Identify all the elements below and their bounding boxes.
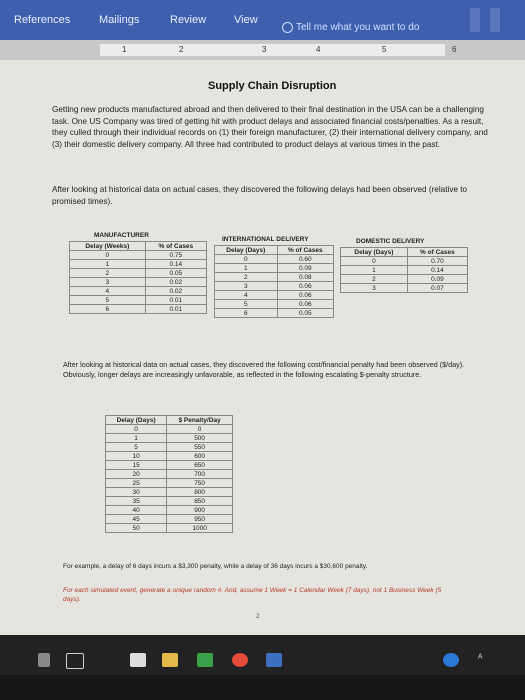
table-cell: 0 <box>341 257 408 266</box>
table-row <box>106 479 233 488</box>
table-cell: 0.14 <box>407 266 467 275</box>
ruler-mark: 2 <box>179 45 184 54</box>
table-row <box>341 266 468 275</box>
table-cell: 6 <box>215 309 278 318</box>
table-cell: 0.01 <box>145 296 206 305</box>
table-cell: 3 <box>215 282 278 291</box>
table-cell: 600 <box>167 452 233 461</box>
table-row <box>106 425 233 434</box>
table-header: % of Cases <box>277 246 333 255</box>
example-note: For example, a delay of 6 days incurs a $3,300 penalty, while a delay of 36 days incurs a $30,600 penalty. <box>63 563 368 570</box>
table-cell: 0.75 <box>145 251 206 260</box>
table-cell: 5 <box>70 296 146 305</box>
table-cell: 750 <box>167 479 233 488</box>
table-row <box>215 300 334 309</box>
table-cell: 550 <box>167 443 233 452</box>
table-cell: 15 <box>106 461 167 470</box>
table-cell: 1 <box>341 266 408 275</box>
help-icon[interactable] <box>443 653 459 667</box>
table-row <box>215 264 334 273</box>
ruler-area <box>100 44 445 56</box>
table-cell: 850 <box>167 497 233 506</box>
table-cell: 0.01 <box>145 305 206 314</box>
table-cell: 0.05 <box>277 309 333 318</box>
table-cell: 700 <box>167 470 233 479</box>
table-header: Delay (Days) <box>341 248 408 257</box>
table-cell: 950 <box>167 515 233 524</box>
tab-review[interactable]: Review <box>170 14 207 26</box>
table-cell: 4 <box>215 291 278 300</box>
app-icon[interactable] <box>130 653 146 667</box>
table-cell: 0 <box>215 255 278 264</box>
ruler[interactable] <box>0 40 525 60</box>
table-row <box>70 251 207 260</box>
app-icon[interactable] <box>38 653 50 667</box>
lightbulb-icon <box>282 22 293 33</box>
table-cell: 1000 <box>167 524 233 533</box>
tab-mailings[interactable]: Mailings <box>99 14 140 26</box>
table-cell: 0.60 <box>277 255 333 264</box>
people-icon[interactable]: ᴬ <box>478 653 483 664</box>
table-cell: 0.07 <box>407 284 467 293</box>
table-header: Delay (Weeks) <box>70 242 146 251</box>
table-row <box>215 309 334 318</box>
table-header: $ Penalty/Day <box>167 416 233 425</box>
table-cell: 35 <box>106 497 167 506</box>
table-cell: 3 <box>70 278 146 287</box>
tell-me-search[interactable] <box>282 22 419 33</box>
table-row <box>106 488 233 497</box>
ribbon-tool-icon[interactable] <box>470 8 480 32</box>
table-cell: 0.70 <box>407 257 467 266</box>
page-title: Supply Chain Disruption <box>208 80 337 92</box>
international-table <box>214 245 334 318</box>
table-cell: 6 <box>70 305 146 314</box>
table-row <box>70 296 207 305</box>
table-cell: 3 <box>341 284 408 293</box>
table-cell: 0.02 <box>145 278 206 287</box>
table-row <box>106 470 233 479</box>
document-page[interactable] <box>0 60 525 635</box>
ribbon <box>0 0 525 40</box>
table-row <box>70 278 207 287</box>
table-row <box>106 497 233 506</box>
table-cell: 4 <box>70 287 146 296</box>
table-cell: 500 <box>167 434 233 443</box>
table-cell: 0 <box>106 425 167 434</box>
table-cell: 5 <box>106 443 167 452</box>
task-view-icon[interactable] <box>66 653 84 669</box>
ruler-mark: 3 <box>262 45 267 54</box>
table-cell: 0.05 <box>145 269 206 278</box>
tab-view[interactable]: View <box>234 14 258 26</box>
table-cell: 0.06 <box>277 300 333 309</box>
table-header: % of Cases <box>407 248 467 257</box>
table-row <box>106 515 233 524</box>
table-row <box>106 452 233 461</box>
table-cell: 0.02 <box>145 287 206 296</box>
table-row <box>106 434 233 443</box>
tab-references[interactable]: References <box>14 14 71 26</box>
table-row <box>106 524 233 533</box>
table-cell: 25 <box>106 479 167 488</box>
table-cell: 800 <box>167 488 233 497</box>
table-row <box>215 255 334 264</box>
table-row <box>215 273 334 282</box>
table-cell: 0 <box>70 251 146 260</box>
table-row <box>106 443 233 452</box>
word-icon[interactable] <box>266 653 282 667</box>
international-title: INTERNATIONAL DELIVERY <box>222 236 309 243</box>
table-row <box>341 257 468 266</box>
ribbon-tool-icon[interactable] <box>490 8 500 32</box>
table-cell: 650 <box>167 461 233 470</box>
table-cell: 0.06 <box>277 282 333 291</box>
domestic-table <box>340 247 468 293</box>
table-row <box>70 287 207 296</box>
delays-paragraph: After looking at historical data on actual cases, they discovered the following delays had been observed (relative to promised times). <box>52 185 468 206</box>
table-header: % of Cases <box>145 242 206 251</box>
table-row <box>341 284 468 293</box>
table-row <box>341 275 468 284</box>
instruction-note: For each simulated event, generate a unique random #. And, assume 1 Week = 1 Calendar Week (7 days), not 1 Business Week (5 days). <box>63 587 442 603</box>
table-header: Delay (Days) <box>215 246 278 255</box>
manufacturer-table <box>69 241 207 314</box>
chrome-icon[interactable] <box>232 653 248 667</box>
intro-paragraph: Getting new products manufactured abroad and then delivered to their final destination in the USA can be a challenging task. One US Company was tired of getting hit with product delays and associated financial costs/penalties. As a result, they culled through their individual records on (1) their foreign manufacturer, (2) their international delivery company, and (3) their domestic delivery company. All three had contributed to product delays at various times in the past. <box>52 105 488 149</box>
table-cell: 2 <box>341 275 408 284</box>
table-cell: 1 <box>106 434 167 443</box>
table-cell: 1 <box>215 264 278 273</box>
table-cell: 30 <box>106 488 167 497</box>
penalty-paragraph: After looking at historical data on actual cases, they discovered the following cost/financial penalty had been observed ($/day). Obviously, longer delays are increasingly unfavorable, as reflected in the following escalating $-penalty structure. <box>63 360 465 379</box>
table-cell: 1 <box>70 260 146 269</box>
table-header: Delay (Days) <box>106 416 167 425</box>
table-cell: 0.09 <box>407 275 467 284</box>
table-cell: 0.14 <box>145 260 206 269</box>
table-cell: 900 <box>167 506 233 515</box>
ruler-mark: 1 <box>122 45 127 54</box>
table-cell: 50 <box>106 524 167 533</box>
table-cell: 0.06 <box>277 291 333 300</box>
penalty-table <box>105 415 233 533</box>
table-row <box>70 260 207 269</box>
table-row <box>106 461 233 470</box>
screen-bezel <box>0 675 525 700</box>
domestic-title: DOMESTIC DELIVERY <box>356 238 425 245</box>
table-cell: 0.08 <box>277 273 333 282</box>
table-cell: 0.09 <box>277 264 333 273</box>
page-number: 2 <box>256 613 260 620</box>
app-icon[interactable] <box>197 653 213 667</box>
table-cell: 20 <box>106 470 167 479</box>
table-cell: 5 <box>215 300 278 309</box>
table-cell: 0 <box>167 425 233 434</box>
folder-icon[interactable] <box>162 653 178 667</box>
table-row <box>106 506 233 515</box>
table-row <box>70 305 207 314</box>
ruler-mark: 6 <box>452 45 457 54</box>
table-row <box>70 269 207 278</box>
table-row <box>215 282 334 291</box>
ruler-mark: 5 <box>382 45 387 54</box>
table-row <box>215 291 334 300</box>
table-cell: 40 <box>106 506 167 515</box>
table-cell: 10 <box>106 452 167 461</box>
tell-me-label: Tell me what you want to do <box>296 22 420 34</box>
table-cell: 2 <box>70 269 146 278</box>
manufacturer-title: MANUFACTURER <box>94 232 149 239</box>
ruler-mark: 4 <box>316 45 321 54</box>
table-cell: 45 <box>106 515 167 524</box>
table-cell: 2 <box>215 273 278 282</box>
